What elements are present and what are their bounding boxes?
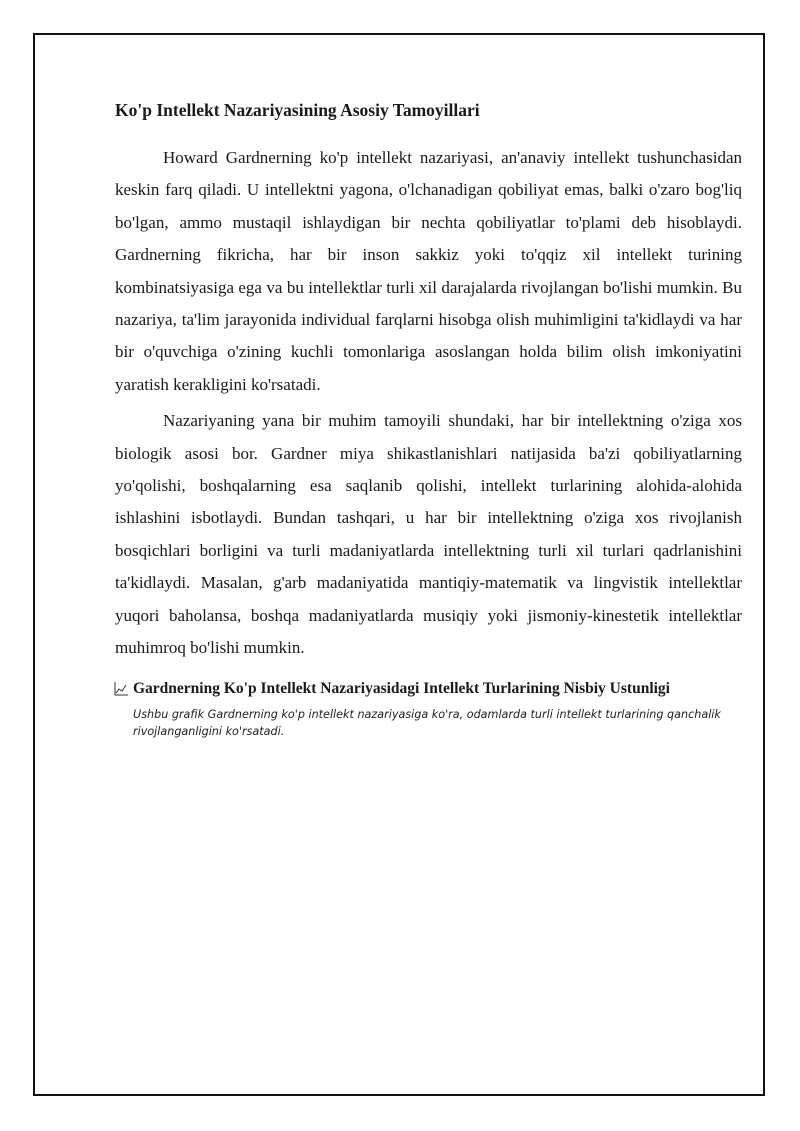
- chart-caption: Ushbu grafik Gardnerning ko'p intellekt nazariyasiga ko'ra, odamlarda turli intellekt turlarining qanchalik rivojlanganligini ko'rsatadi.: [133, 707, 721, 738]
- document-body: [115, 98, 742, 740]
- chart-icon: [113, 681, 129, 697]
- paragraph-1: Howard Gardnerning ko'p intellekt nazariyasi, an'anaviy intellekt tushunchasidan keskin farq qiladi. U intellektni yagona, o'lchanadigan qobiliyat emas, balki o'zaro bog'liq bo'lgan, ammo mustaqil ishlaydigan bir nechta qobiliyatlar to'plami deb hisoblaydi. Gardnerning fikricha, har bir inson sakkiz yoki to'qqiz xil intellekt turining kombinatsiyasiga ega va bu intellektlar turli xil darajalarda rivojlangan bo'lishi mumkin. Bu nazariya, ta'lim jarayonida individual farqlarni hisobga olish muhimligini ta'kidlaydi va har bir o'quvchiga o'zining kuchli tomonlariga asoslangan holda bilim olish imkoniyatini yaratish kerakligini ko'rsatadi.: [115, 148, 742, 394]
- chart-figure: [115, 679, 742, 740]
- paragraph-2: Nazariyaning yana bir muhim tamoyili shundaki, har bir intellektning o'ziga xos biologik asosi bor. Gardner miya shikastlanishlari natijasida ba'zi qobiliyatlarning yo'qolishi, boshqalarning esa saqlanib qolishi, intellekt turlarining alohida-alohida ishlashini isbotlaydi. Bundan tashqari, u har bir intellektning o'ziga xos rivojlanish bosqichlari borligini va turli madaniyatlarda intellektning turli xil turlari qadrlanishini ta'kidlaydi. Masalan, g'arb madaniyatida mantiqiy-matematik va lingvistik intellektlar yuqori baholansa, boshqa madaniyatlarda musiqiy yoki jismoniy-kinestetik intellektlar muhimroq bo'lishi mumkin.: [115, 411, 742, 658]
- chart-title-row: [113, 679, 742, 699]
- section-heading: Ko'p Intellekt Nazariyasining Asosiy Tamoyillari: [115, 100, 480, 120]
- chart-title: Gardnerning Ko'p Intellekt Nazariyasidagi Intellekt Turlarining Nisbiy Ustunligi: [133, 679, 670, 697]
